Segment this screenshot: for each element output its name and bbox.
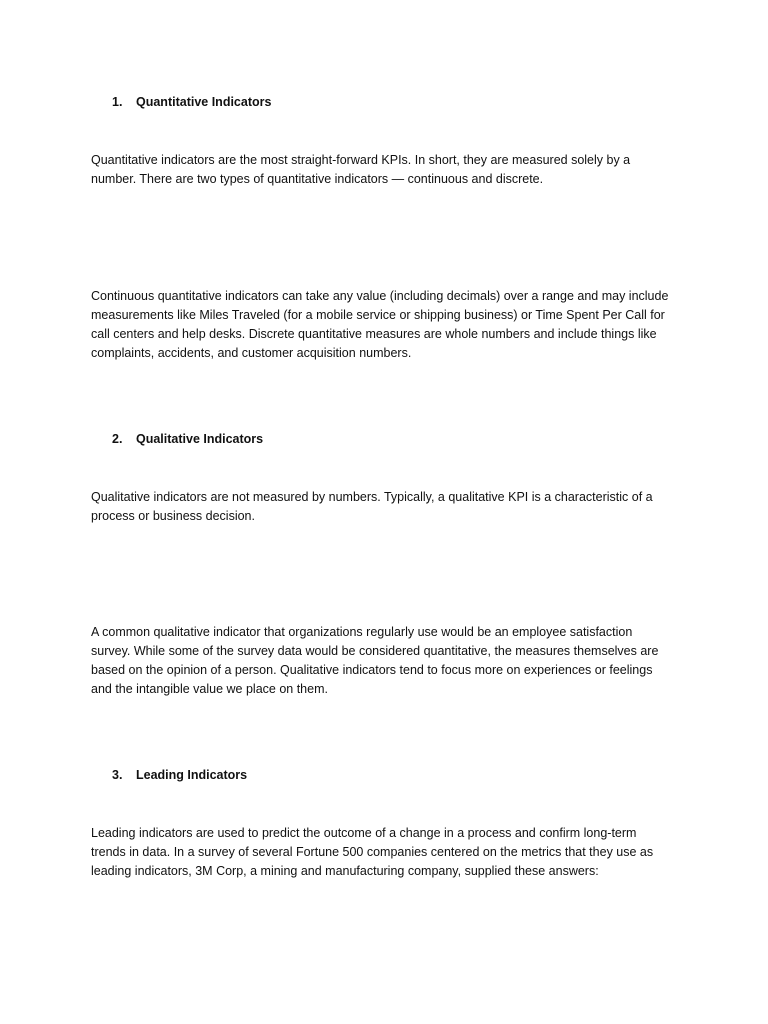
- paragraph-line: based on the opinion of a person. Qualitative indicators tend to focus more on experiences or feelings: [91, 663, 653, 677]
- paragraph-line: leading indicators, 3M Corp, a mining and manufacturing company, supplied these answers:: [91, 864, 599, 878]
- paragraph-line: measurements like Miles Traveled (for a mobile service or shipping business) or Time Spent Per Call for: [91, 308, 665, 322]
- paragraph-line: complaints, accidents, and customer acquisition numbers.: [91, 346, 412, 360]
- paragraph-line: number. There are two types of quantitative indicators — continuous and discrete.: [91, 172, 544, 186]
- paragraph-line: survey. While some of the survey data would be considered quantitative, the measures themselves are: [91, 644, 659, 658]
- paragraph-line: Qualitative indicators are not measured by numbers. Typically, a qualitative KPI is a characteristic of a: [91, 490, 653, 504]
- paragraph: [91, 151, 630, 189]
- paragraph: [91, 287, 668, 363]
- paragraph-line: call centers and help desks. Discrete quantitative measures are whole numbers and include things like: [91, 327, 657, 341]
- paragraph-line: Continuous quantitative indicators can take any value (including decimals) over a range and may include: [91, 289, 669, 303]
- paragraph-line: process or business decision.: [91, 509, 255, 523]
- section-number: 1.: [112, 95, 123, 109]
- section-title: Qualitative Indicators: [136, 432, 264, 446]
- paragraph-line: trends in data. In a survey of several Fortune 500 companies centered on the metrics that they use as: [91, 845, 654, 859]
- section-heading-qualitative: [112, 430, 263, 448]
- paragraph-line: Leading indicators are used to predict the outcome of a change in a process and confirm long-term: [91, 826, 637, 840]
- paragraph-line: and the intangible value we place on them.: [91, 682, 328, 696]
- section-number: 2.: [112, 432, 123, 446]
- paragraph: [91, 824, 653, 881]
- section-title: Leading Indicators: [136, 768, 248, 782]
- section-number: 3.: [112, 768, 123, 782]
- section-heading-leading: [112, 766, 247, 784]
- paragraph-line: A common qualitative indicator that organizations regularly use would be an employee satisfaction: [91, 625, 633, 639]
- section-heading-quantitative: [112, 93, 271, 111]
- paragraph: [91, 488, 653, 526]
- section-title: Quantitative Indicators: [136, 95, 272, 109]
- paragraph: [91, 623, 658, 699]
- paragraph-line: Quantitative indicators are the most straight-forward KPIs. In short, they are measured solely by a: [91, 153, 631, 167]
